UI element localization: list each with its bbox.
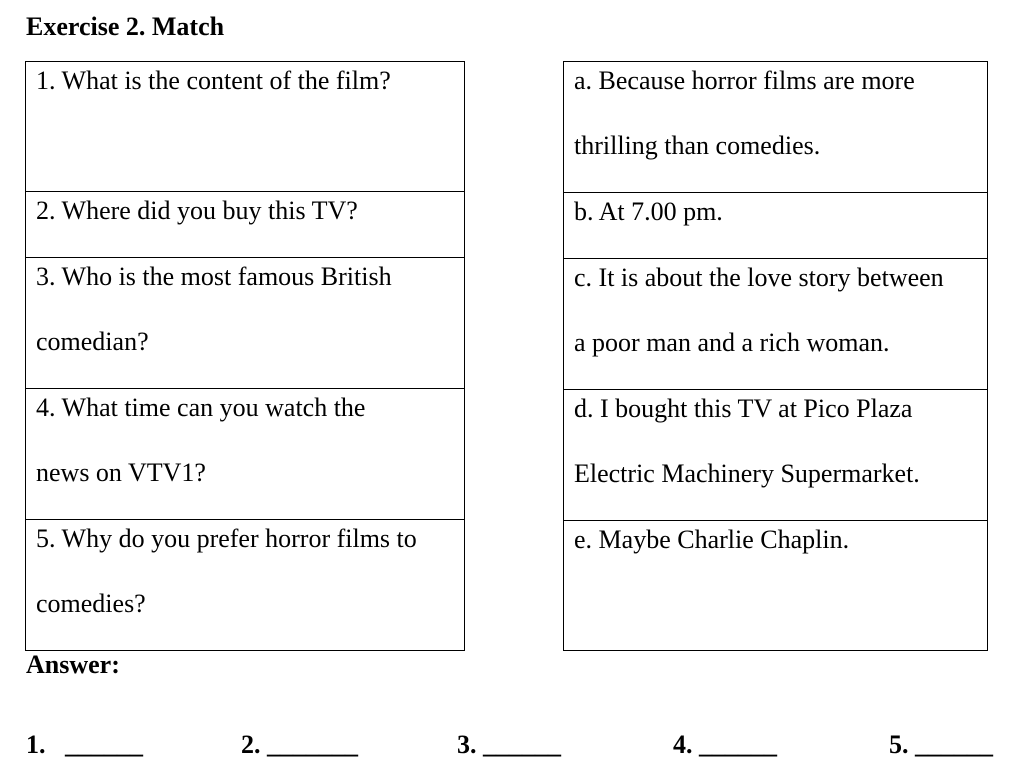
answer-option-text: e. Maybe Charlie Chaplin. bbox=[574, 525, 850, 554]
answers-table bbox=[563, 61, 988, 651]
answer-blank-2[interactable]: 2. _______ bbox=[241, 730, 358, 759]
answer-blank-4[interactable]: 4. ______ bbox=[673, 730, 777, 759]
question-cell bbox=[26, 62, 465, 192]
question-cell bbox=[26, 258, 465, 389]
answer-option-line1: a. Because horror films are more bbox=[574, 66, 915, 95]
question-text: 1. What is the content of the film? bbox=[36, 66, 391, 95]
exercise-title: Exercise 2. Match bbox=[26, 12, 225, 41]
question-text-line2: comedian? bbox=[36, 327, 149, 356]
answer-option-cell bbox=[564, 390, 988, 521]
answer-option-line2: a poor man and a rich woman. bbox=[574, 328, 890, 357]
question-cell bbox=[26, 389, 465, 520]
answer-blank-5[interactable]: 5. ______ bbox=[889, 730, 993, 759]
question-row-1 bbox=[26, 62, 465, 192]
answer-option-row-c bbox=[564, 259, 988, 390]
answer-label: Answer: bbox=[26, 650, 120, 679]
answer-option-line2: Electric Machinery Supermarket. bbox=[574, 459, 920, 488]
question-row-5 bbox=[26, 520, 465, 651]
answer-option-line1: c. It is about the love story between bbox=[574, 263, 944, 292]
answer-option-cell bbox=[564, 62, 988, 193]
answer-option-row-e bbox=[564, 521, 988, 651]
question-text-line2: news on VTV1? bbox=[36, 458, 206, 487]
answer-option-row-a bbox=[564, 62, 988, 193]
answer-blank-1[interactable]: 1. ______ bbox=[26, 730, 143, 759]
question-row-4 bbox=[26, 389, 465, 520]
answer-option-line1: d. I bought this TV at Pico Plaza bbox=[574, 394, 913, 423]
question-text-line1: 4. What time can you watch the bbox=[36, 393, 366, 422]
question-row-3 bbox=[26, 258, 465, 389]
question-text: 2. Where did you buy this TV? bbox=[36, 196, 358, 225]
answer-option-cell bbox=[564, 259, 988, 390]
question-cell bbox=[26, 520, 465, 651]
answer-option-row-d bbox=[564, 390, 988, 521]
question-text-line1: 3. Who is the most famous British bbox=[36, 262, 392, 291]
answer-blank-3[interactable]: 3. ______ bbox=[457, 730, 561, 759]
answer-option-text: b. At 7.00 pm. bbox=[574, 197, 723, 226]
answer-option-cell bbox=[564, 521, 988, 651]
question-text-line2: comedies? bbox=[36, 589, 146, 618]
question-text-line1: 5. Why do you prefer horror films to bbox=[36, 524, 417, 553]
answer-option-line2: thrilling than comedies. bbox=[574, 131, 821, 160]
questions-table bbox=[25, 61, 465, 651]
